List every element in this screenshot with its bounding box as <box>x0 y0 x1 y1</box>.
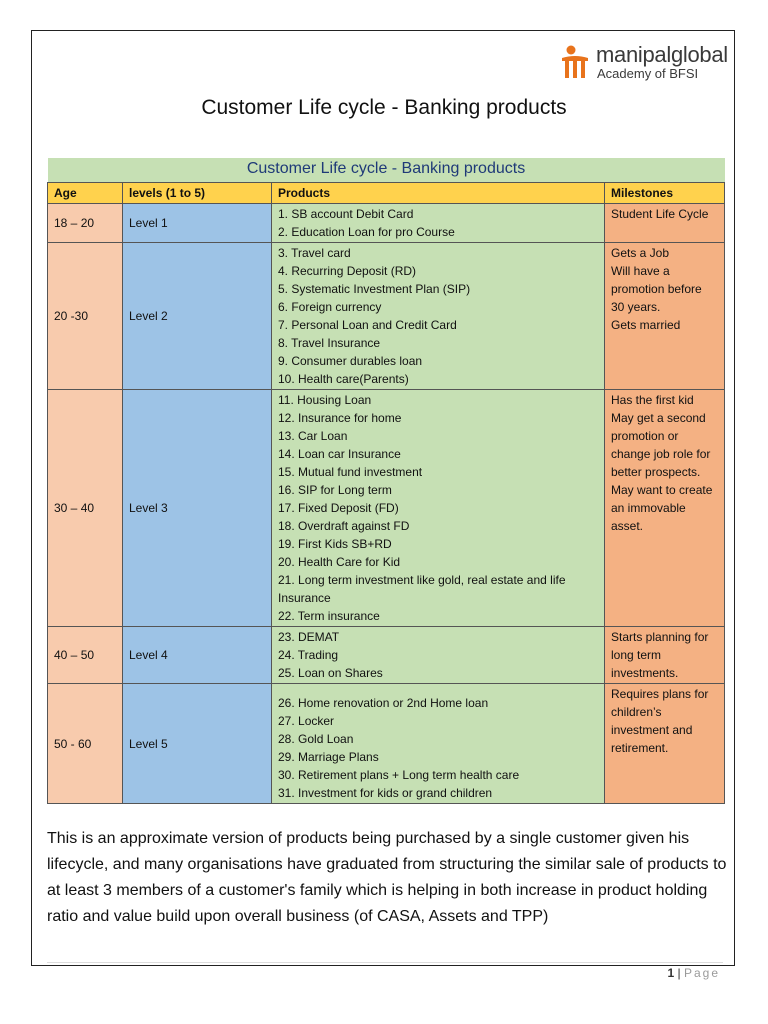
product-item: 10. Health care(Parents) <box>278 372 409 386</box>
page-label: Page <box>683 966 720 980</box>
product-item: 4. Recurring Deposit (RD) <box>278 264 417 278</box>
cell-milestones <box>605 627 725 684</box>
summary-paragraph: This is an approximate version of products being purchased by a single customer given his lifecycle, and many organisations have graduated from structuring the similar sale of products to at least 3 members of a customer's family which is helping in both increase in product holding ratio and value build upon overall business (of CASA, Assets and TPP) <box>47 830 727 925</box>
product-item: 23. DEMAT <box>278 630 340 644</box>
milestone-item: Requires plans for <box>611 687 709 701</box>
header-milestones: Milestones <box>605 183 725 204</box>
product-item: 5. Systematic Investment Plan (SIP) <box>278 282 471 296</box>
header-products: Products <box>272 183 605 204</box>
cell-products <box>272 204 605 243</box>
cell-level: Level 4 <box>123 627 272 684</box>
product-item: 3. Travel card <box>278 246 351 260</box>
header-age: Age <box>48 183 123 204</box>
product-item: 18. Overdraft against FD <box>278 519 410 533</box>
page-footer <box>667 966 720 980</box>
milestone-item: Has the first kid <box>611 393 694 407</box>
product-item: 22. Term insurance <box>278 609 380 623</box>
product-item: 28. Gold Loan <box>278 732 354 746</box>
product-item: 17. Fixed Deposit (FD) <box>278 501 399 515</box>
product-item: 13. Car Loan <box>278 429 348 443</box>
product-item: 24. Trading <box>278 648 339 662</box>
milestone-item: change job role for <box>611 447 711 461</box>
table-row <box>48 684 725 804</box>
milestone-item: promotion or <box>611 429 679 443</box>
cell-products <box>272 390 605 627</box>
milestone-item: investment and <box>611 723 693 737</box>
table-row <box>48 204 725 243</box>
milestone-item: May get a second <box>611 411 706 425</box>
product-item: 7. Personal Loan and Credit Card <box>278 318 457 332</box>
cell-milestones <box>605 390 725 627</box>
product-item: Insurance <box>278 591 331 605</box>
milestone-item: better prospects. <box>611 465 701 479</box>
cell-level: Level 2 <box>123 243 272 390</box>
cell-products <box>272 684 605 804</box>
manipal-logo-icon <box>560 44 590 80</box>
cell-age: 40 – 50 <box>48 627 123 684</box>
product-item: 9. Consumer durables loan <box>278 354 423 368</box>
milestone-item: promotion before <box>611 282 702 296</box>
product-item: 31. Investment for kids or grand children <box>278 786 493 800</box>
product-item: 16. SIP for Long term <box>278 483 392 497</box>
logo-subtitle: Academy of BFSI <box>597 66 699 81</box>
table-row <box>48 627 725 684</box>
product-item: 25. Loan on Shares <box>278 666 383 680</box>
cell-products <box>272 243 605 390</box>
footer-rule <box>47 962 723 963</box>
table-row <box>48 390 725 627</box>
cell-age: 20 -30 <box>48 243 123 390</box>
cell-age: 30 – 40 <box>48 390 123 627</box>
product-item: 15. Mutual fund investment <box>278 465 423 479</box>
cell-milestones <box>605 684 725 804</box>
product-item: 2. Education Loan for pro Course <box>278 225 455 239</box>
logo <box>560 42 730 84</box>
table-header-row <box>48 183 725 204</box>
cell-milestones <box>605 204 725 243</box>
footer-separator: | <box>677 966 681 980</box>
document-title: Customer Life cycle - Banking products <box>201 96 567 119</box>
milestone-item: children’s <box>611 705 662 719</box>
milestone-item: Will have a <box>611 264 670 278</box>
product-item: 1. SB account Debit Card <box>278 207 414 221</box>
product-item: 21. Long term investment like gold, real estate and life <box>278 573 566 587</box>
milestone-item: investments. <box>611 666 679 680</box>
header-levels: levels (1 to 5) <box>123 183 272 204</box>
product-item: 29. Marriage Plans <box>278 750 379 764</box>
milestone-item: Student Life Cycle <box>611 207 709 221</box>
milestone-item: Gets married <box>611 318 681 332</box>
milestone-item: Gets a Job <box>611 246 670 260</box>
logo-name: manipalglobal <box>596 42 728 67</box>
milestone-item: asset. <box>611 519 644 533</box>
cell-level: Level 3 <box>123 390 272 627</box>
product-item: 6. Foreign currency <box>278 300 382 314</box>
cell-products <box>272 627 605 684</box>
milestone-item: an immovable <box>611 501 686 515</box>
product-item: 14. Loan car Insurance <box>278 447 401 461</box>
milestone-item: 30 years. <box>611 300 661 314</box>
product-item: 8. Travel Insurance <box>278 336 381 350</box>
product-item: 27. Locker <box>278 714 335 728</box>
product-item: 19. First Kids SB+RD <box>278 537 392 551</box>
cell-age: 50 - 60 <box>48 684 123 804</box>
milestone-item: long term <box>611 648 662 662</box>
product-item: 26. Home renovation or 2nd Home loan <box>278 696 489 710</box>
milestone-item: May want to create <box>611 483 713 497</box>
cell-age: 18 – 20 <box>48 204 123 243</box>
table-title: Customer Life cycle - Banking products <box>48 158 725 183</box>
table-row <box>48 243 725 390</box>
lifecycle-table <box>47 158 725 804</box>
product-item: 30. Retirement plans + Long term health care <box>278 768 520 782</box>
product-item: 20. Health Care for Kid <box>278 555 401 569</box>
page-number: 1 <box>667 966 675 980</box>
cell-level: Level 1 <box>123 204 272 243</box>
cell-milestones <box>605 243 725 390</box>
milestone-item: Starts planning for <box>611 630 709 644</box>
product-item: 12. Insurance for home <box>278 411 402 425</box>
milestone-item: retirement. <box>611 741 669 755</box>
product-item: 11. Housing Loan <box>278 393 372 407</box>
cell-level: Level 5 <box>123 684 272 804</box>
